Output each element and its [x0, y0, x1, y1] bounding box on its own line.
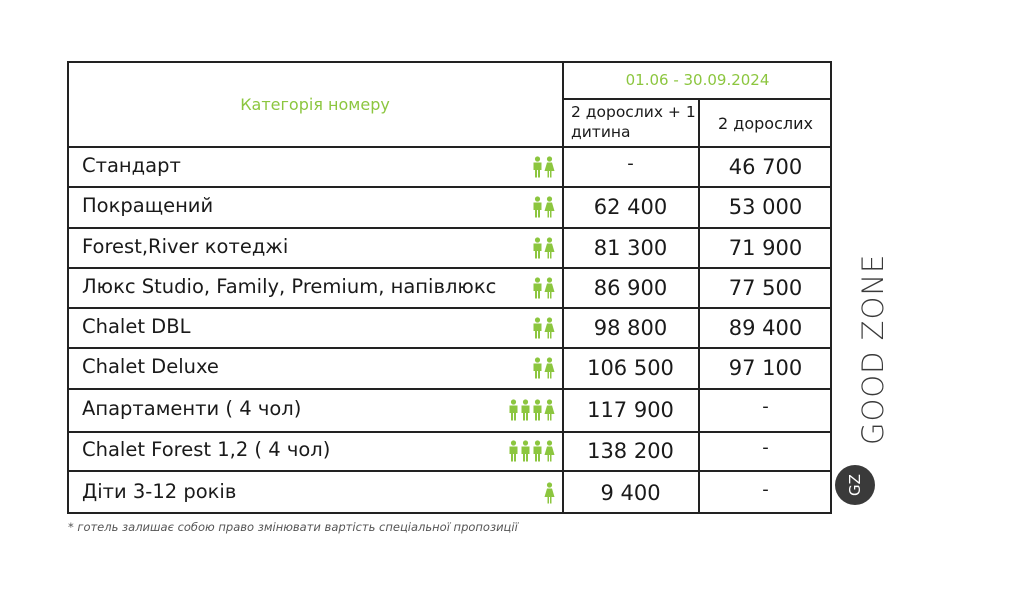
price-adults-child: -: [627, 152, 634, 174]
room-category-name: Апартаменти ( 4 чол): [82, 397, 302, 420]
row-divider: [67, 470, 832, 472]
price-adults-child: 86 900: [593, 276, 668, 300]
row-divider: [67, 347, 832, 349]
row-divider: [67, 388, 832, 390]
room-category-name: Forest,River котеджі: [82, 234, 289, 258]
footnote: * готель залишає собою право змінювати вартість спеціальної пропозиції: [68, 520, 518, 534]
row-divider: [67, 186, 832, 188]
two-adults-icon: [532, 277, 555, 299]
row-divider: [67, 307, 832, 309]
price-adults: 53 000: [728, 195, 803, 219]
price-adults: 97 100: [728, 356, 803, 380]
column-header-adults-child: 2 дорослих + 1 дитина: [571, 103, 696, 141]
room-category-name: Chalet Forest 1,2 ( 4 чол): [82, 438, 331, 461]
child-icon: [544, 482, 555, 504]
price-adults-child: 9 400: [600, 480, 661, 505]
four-adults-icon: [508, 440, 555, 462]
two-adults-icon: [532, 196, 555, 218]
price-adults-child: 62 400: [593, 195, 668, 219]
price-adults-child: 138 200: [587, 439, 674, 463]
row-divider: [67, 267, 832, 269]
room-category-name: Покращений: [82, 194, 214, 217]
logo-monogram: GZ: [835, 465, 875, 505]
price-adults: 71 900: [728, 235, 803, 260]
column-header-adults: 2 дорослих: [718, 113, 813, 133]
room-category-name: Люкс Studio, Family, Premium, напівлюкс: [82, 275, 497, 298]
two-adults-icon: [532, 156, 555, 178]
price-adults: -: [762, 478, 769, 500]
room-category-name: Стандарт: [82, 153, 181, 177]
two-adults-icon: [532, 317, 555, 339]
price-adults-child: 98 800: [593, 315, 668, 340]
room-category-name: Chalet Deluxe: [82, 355, 219, 378]
price-adults: 89 400: [728, 315, 803, 340]
logo-text: GOOD ZONE: [856, 253, 890, 445]
room-category-name: Chalet DBL: [82, 314, 191, 338]
price-adults-child: 106 500: [587, 356, 674, 380]
price-adults: -: [762, 396, 769, 417]
two-adults-icon: [532, 357, 555, 379]
price-adults: 77 500: [728, 276, 803, 300]
category-header: Категорія номеру: [240, 94, 390, 114]
price-adults: 46 700: [728, 154, 803, 179]
four-adults-icon: [508, 399, 555, 421]
two-adults-icon: [532, 237, 555, 259]
row-divider: [67, 227, 832, 229]
price-adults: -: [762, 437, 769, 458]
price-adults-child: 117 900: [587, 398, 674, 422]
price-adults-child: 81 300: [593, 235, 668, 260]
row-divider: [67, 431, 832, 433]
period-header: 01.06 - 30.09.2024: [625, 71, 770, 89]
room-category-name: Діти 3-12 років: [82, 479, 237, 503]
